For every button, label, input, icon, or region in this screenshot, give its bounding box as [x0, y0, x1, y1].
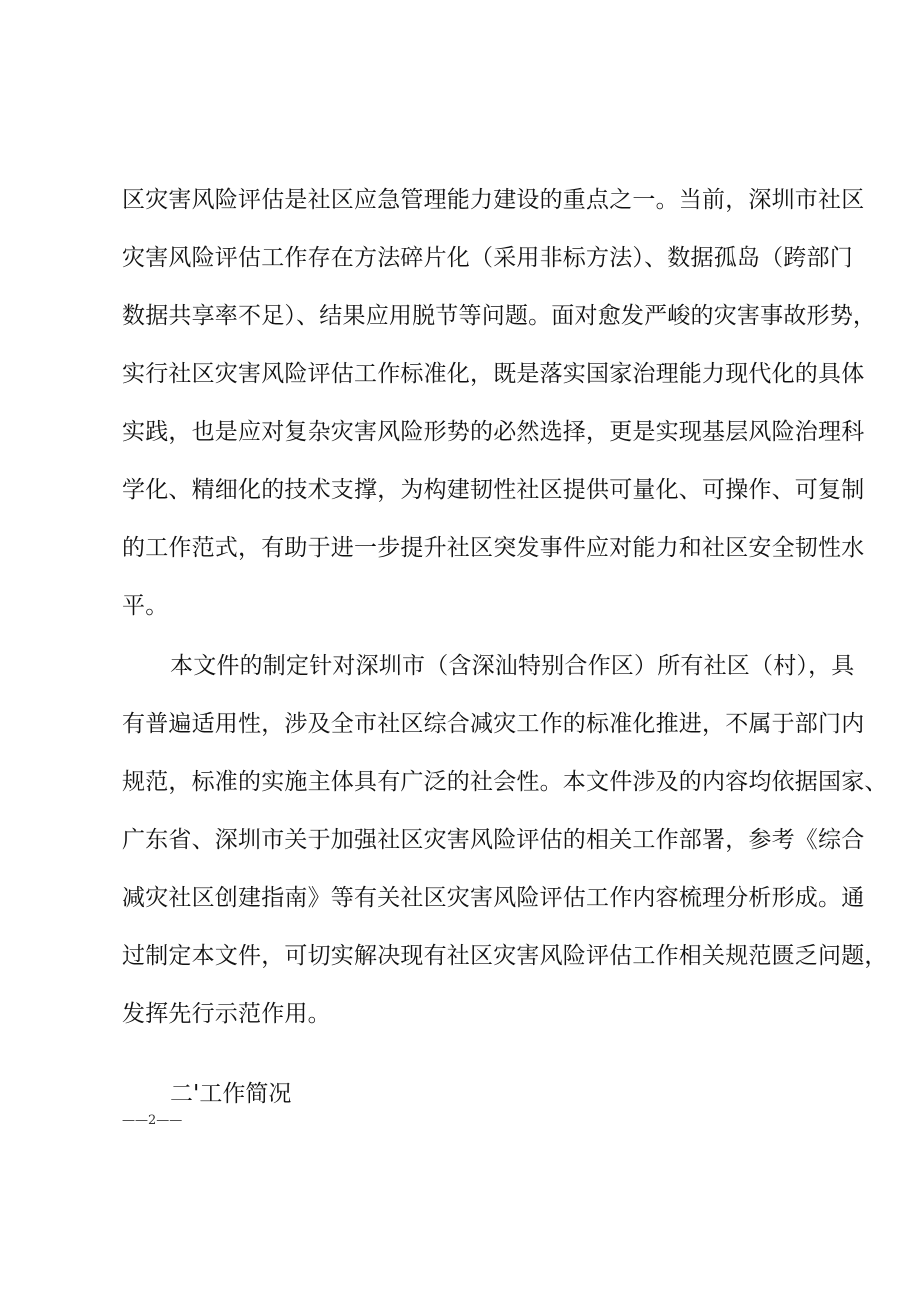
- text-line: 学化、精细化的技术支撑，为构建韧性社区提供可量化、可操作、可复制: [122, 477, 865, 503]
- text-line: 平。: [122, 593, 169, 619]
- section-heading: 二'工作简况: [170, 1081, 292, 1107]
- text-line: 规范，标准的实施主体具有广泛的社会性。本文件涉及的内容均依据国家、: [122, 769, 888, 795]
- text-line: 本文件的制定针对深圳市（含深汕特别合作区）所有社区（村），具: [170, 653, 855, 679]
- page-number: ——2——: [122, 1113, 183, 1128]
- text-line: 减灾社区创建指南》等有关社区灾害风险评估工作内容梳理分析形成。通: [122, 885, 865, 911]
- text-line: 发挥先行示范作用。: [122, 1001, 331, 1027]
- text-line: 有普遍适用性，涉及全市社区综合减灾工作的标准化推进，不属于部门内: [122, 711, 865, 737]
- text-line: 广东省、深圳市关于加强社区灾害风险评估的相关工作部署，参考《综合: [122, 827, 865, 853]
- text-line: 实践，也是应对复杂灾害风险形势的必然选择，更是实现基层风险治理科: [122, 419, 865, 445]
- text-line: 数据共享率不足）、结果应用脱节等问题。面对愈发严峻的灾害事故形势，: [122, 303, 877, 329]
- text-line: 实行社区灾害风险评估工作标准化，既是落实国家治理能力现代化的具体: [122, 361, 865, 387]
- text-line: 过制定本文件，可切实解决现有社区灾害风险评估工作相关规范匮乏问题，: [122, 943, 888, 969]
- text-line: 灾害风险评估工作存在方法碎片化（采用非标方法）、数据孤岛（跨部门: [122, 245, 853, 271]
- text-line: 区灾害风险评估是社区应急管理能力建设的重点之一。当前，深圳市社区: [122, 187, 865, 213]
- text-line: 的工作范式，有助于进一步提升社区突发事件应对能力和社区安全韧性水: [122, 535, 865, 561]
